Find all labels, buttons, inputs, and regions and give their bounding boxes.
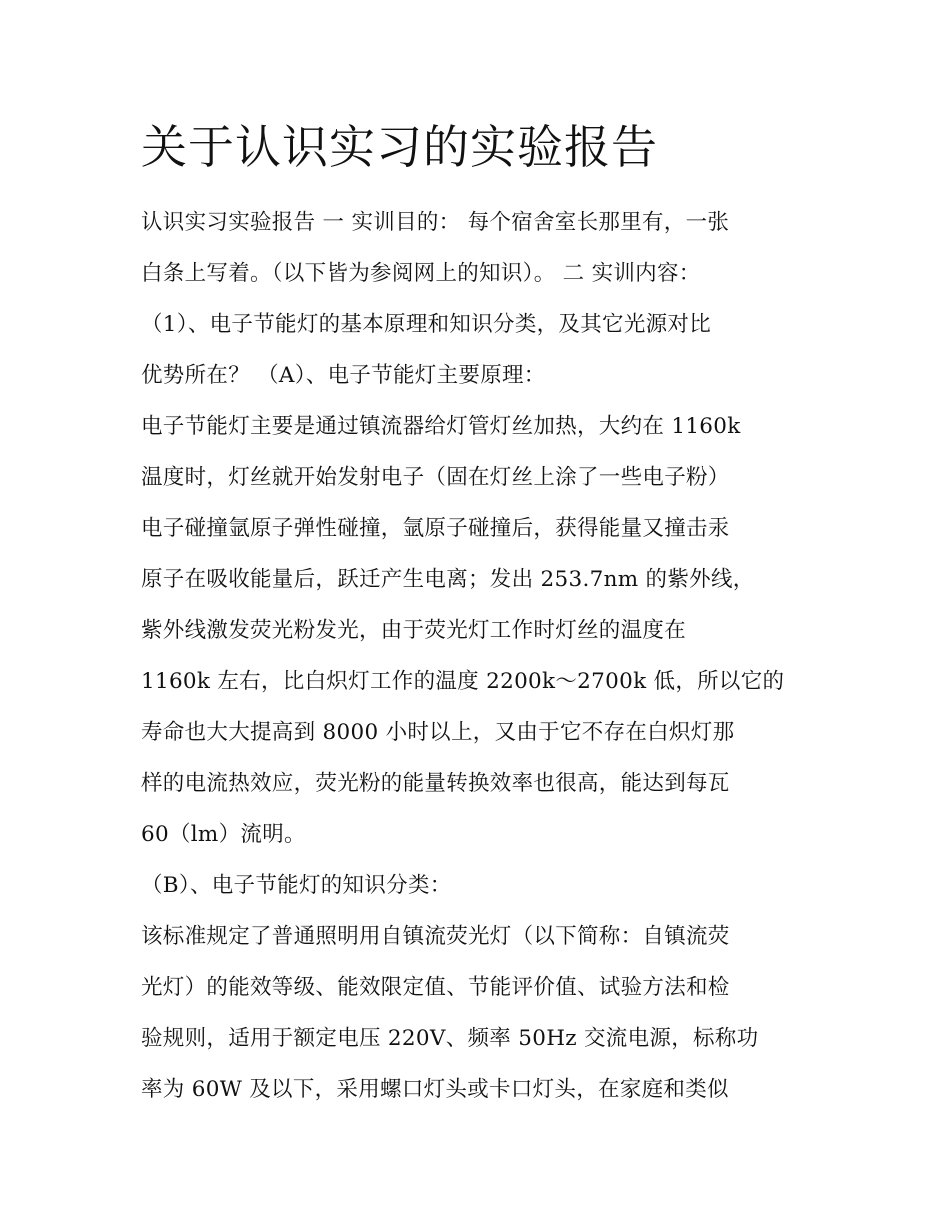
text-line: 光灯）的能效等级、能效限定值、节能评价值、试验方法和检 xyxy=(141,975,730,1000)
text-line: 1160k 左右，比白炽灯工作的温度 2200k～2700k 低，所以它的 xyxy=(141,669,785,694)
text-line: 优势所在？ （A）、电子节能灯主要原理： xyxy=(141,363,546,388)
text-line: 60（lm）流明。 xyxy=(141,822,306,847)
text-line: 样的电流热效应，荧光粉的能量转换效率也很高，能达到每瓦 xyxy=(141,771,730,796)
text-line: （1）、电子节能灯的基本原理和知识分类，及其它光源对比 xyxy=(141,312,712,337)
document-title: 关于认识实习的实验报告 xyxy=(141,120,658,174)
document-body xyxy=(141,197,831,1115)
text-line: 紫外线激发荧光粉发光，由于荧光灯工作时灯丝的温度在 xyxy=(141,618,687,643)
text-line: 该标准规定了普通照明用自镇流荧光灯（以下简称：自镇流荧 xyxy=(141,924,730,949)
text-line: 验规则，适用于额定电压 220V、频率 50Hz 交流电源，标称功 xyxy=(141,1026,759,1051)
text-line: 白条上写着。（以下皆为参阅网上的知识）。 二 实训内容： xyxy=(141,261,701,286)
text-line: 原子在吸收能量后，跃迁产生电离；发出 253.7nm 的紫外线， xyxy=(141,567,755,592)
text-line: 电子碰撞氩原子弹性碰撞，氩原子碰撞后，获得能量又撞击汞 xyxy=(141,516,730,541)
text-line: 寿命也大大提高到 8000 小时以上，又由于它不存在白炽灯那 xyxy=(141,720,735,745)
text-line: 温度时，灯丝就开始发射电子（固在灯丝上涂了一些电子粉） xyxy=(141,465,730,490)
text-line: 电子节能灯主要是通过镇流器给灯管灯丝加热，大约在 1160k xyxy=(141,414,741,439)
text-line: （B）、电子节能灯的知识分类： xyxy=(141,873,452,898)
text-line: 认识实习实验报告 一 实训目的： 每个宿舍室长那里有，一张 xyxy=(141,210,730,235)
text-line: 率为 60W 及以下，采用螺口灯头或卡口灯头，在家庭和类似 xyxy=(141,1077,729,1102)
